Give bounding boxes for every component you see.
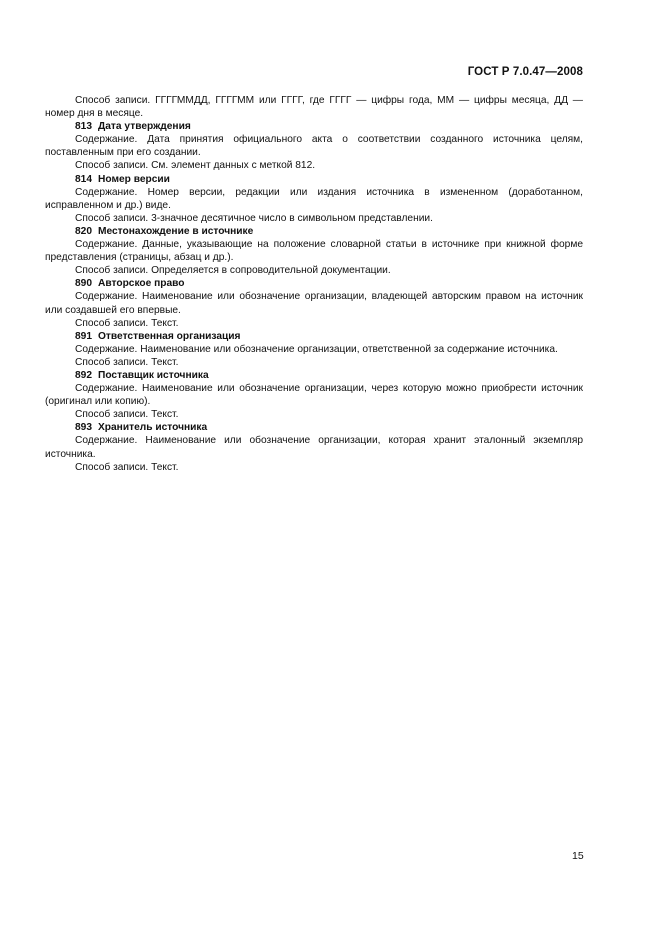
section-893 xyxy=(45,421,583,473)
section-title: Местонахождение в источнике xyxy=(98,225,254,237)
format-paragraph: Способ записи. Текст. xyxy=(75,356,179,368)
section-title: Поставщик источника xyxy=(98,369,209,381)
section-number: 814 xyxy=(75,173,92,185)
section-heading xyxy=(45,421,583,434)
format-paragraph: Способ записи. Текст. xyxy=(75,317,179,329)
section-heading xyxy=(45,120,583,133)
content-paragraph: Содержание. Номер версии, редакции или издания источника в измененном (доработанном, исправленном и др.) виде. xyxy=(45,186,583,211)
section-number: 893 xyxy=(75,422,92,434)
format-paragraph: Способ записи. Определяется в сопроводительной документации. xyxy=(75,265,391,277)
section-890 xyxy=(45,277,583,329)
content-paragraph: Содержание. Данные, указывающие на положение словарной статьи в источнике при книжной форме представления (страницы, абзац и др.). xyxy=(45,239,583,264)
section-heading xyxy=(45,330,583,343)
section-heading xyxy=(45,173,583,186)
section-820 xyxy=(45,225,583,277)
section-813 xyxy=(45,120,583,172)
section-title: Номер версии xyxy=(98,173,170,185)
section-title: Авторское право xyxy=(98,278,185,290)
section-892 xyxy=(45,369,583,421)
section-891 xyxy=(45,330,583,369)
content-paragraph: Содержание. Наименование или обозначение организации, ответственной за содержание источника. xyxy=(75,343,558,355)
format-paragraph: Способ записи. Текст. xyxy=(75,409,179,421)
document-body xyxy=(45,94,583,474)
format-paragraph: Способ записи. См. элемент данных с меткой 812. xyxy=(75,160,316,172)
section-title: Ответственная организация xyxy=(98,330,241,342)
content-paragraph: Содержание. Наименование или обозначение организации, которая хранит эталонный экземпляр источника. xyxy=(45,435,583,460)
content-paragraph: Содержание. Наименование или обозначение организации, через которую можно приобрести источник (оригинал или копию). xyxy=(45,383,583,408)
content-paragraph: Содержание. Наименование или обозначение организации, владеющей авторским правом на источник или создавшей его впервые. xyxy=(45,291,583,316)
section-number: 891 xyxy=(75,330,92,342)
content-paragraph: Содержание. Дата принятия официального акта о соответствии созданного источника целям, поставленным при его создании. xyxy=(45,134,583,159)
section-title: Хранитель источника xyxy=(98,422,208,434)
section-heading xyxy=(45,225,583,238)
section-title: Дата утверждения xyxy=(98,121,191,133)
document-header: ГОСТ Р 7.0.47—2008 xyxy=(467,66,583,78)
section-number: 813 xyxy=(75,121,92,133)
format-paragraph: Способ записи. Текст. xyxy=(75,461,179,473)
section-number: 820 xyxy=(75,225,92,237)
section-number: 890 xyxy=(75,278,92,290)
page-number: 15 xyxy=(572,850,584,862)
intro-paragraph: Способ записи. ГГГГММДД, ГГГГММ или ГГГГ, где ГГГГ — цифры года, ММ — цифры месяца, ДД — номер дня в месяце. xyxy=(45,95,583,120)
section-814 xyxy=(45,173,583,225)
section-number: 892 xyxy=(75,369,92,381)
section-heading xyxy=(45,369,583,382)
format-paragraph: Способ записи. 3-значное десятичное число в символьном представлении. xyxy=(75,212,433,224)
section-heading xyxy=(45,277,583,290)
